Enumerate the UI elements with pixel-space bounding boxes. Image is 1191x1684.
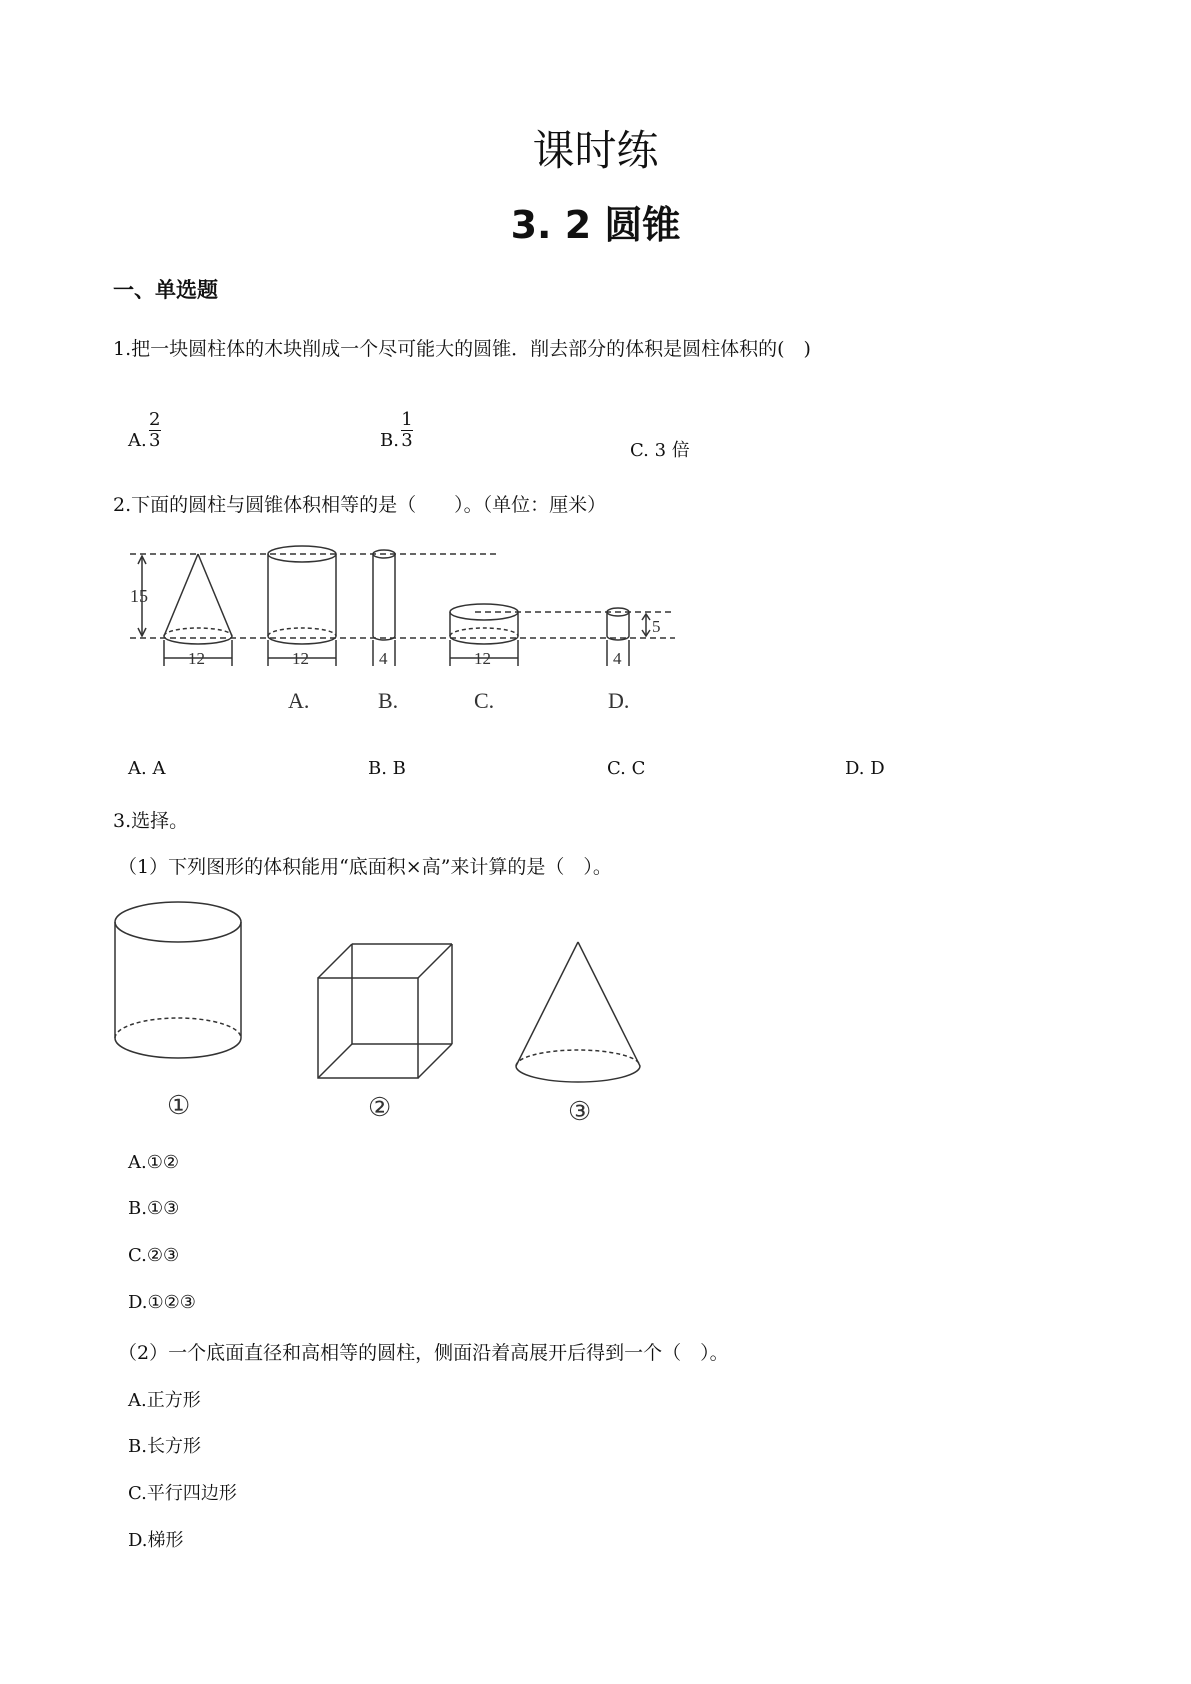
q2-figure	[130, 536, 690, 726]
cone-shape	[516, 942, 640, 1082]
cylinder-a-shape	[268, 546, 336, 644]
fraction	[401, 410, 413, 451]
cylinder-d-shape	[607, 608, 629, 640]
cylinder-b-diameter: 4	[379, 649, 388, 668]
fraction-numerator: 2	[149, 408, 161, 430]
fraction-denominator: 3	[149, 429, 161, 451]
fraction-denominator: 3	[401, 429, 413, 451]
cylinder-b-shape	[373, 550, 395, 640]
cylinder-c-diameter: 12	[474, 649, 491, 668]
figure-label-b: B.	[378, 688, 399, 713]
shape-label-2: ②	[368, 1093, 392, 1122]
q3-1-option-b[interactable]: B.①③	[128, 1198, 180, 1219]
page-title: 课时练	[532, 126, 659, 175]
cube-shape	[318, 944, 452, 1078]
figure-label-c: C.	[474, 688, 495, 713]
q2-option-a[interactable]: A. A	[128, 758, 166, 779]
cone-diameter: 12	[188, 649, 205, 668]
q3-2-option-d[interactable]: D.梯形	[128, 1530, 184, 1551]
q3-1-option-d[interactable]: D.①②③	[128, 1292, 196, 1313]
q1-option-b[interactable]	[380, 408, 413, 451]
cylinder-shape	[115, 902, 241, 1058]
q1-option-a-prefix: A.	[128, 430, 147, 451]
q1-option-c[interactable]: C. 3 倍	[630, 440, 690, 461]
question-1-text: 1.把一块圆柱体的木块削成一个尽可能大的圆锥．削去部分的体积是圆柱体积的( )	[113, 338, 811, 360]
q3-2-option-a[interactable]: A.正方形	[128, 1390, 201, 1411]
question-3-sub1: （1）下列图形的体积能用“底面积×高”来计算的是（ ）。	[118, 856, 612, 878]
question-2-text: 2.下面的圆柱与圆锥体积相等的是（ ）。（单位：厘米）	[113, 494, 607, 516]
shape-label-1: ①	[167, 1091, 191, 1120]
page-subtitle: 3. 2 圆锥	[510, 203, 681, 247]
cylinder-a-diameter: 12	[292, 649, 309, 668]
figure-label-a: A.	[288, 688, 310, 713]
cone-shape	[164, 554, 232, 644]
q3-2-option-b[interactable]: B.长方形	[128, 1436, 201, 1457]
q1-option-b-prefix: B.	[380, 430, 399, 451]
question-3-sub2: （2）一个底面直径和高相等的圆柱，侧面沿着高展开后得到一个（ ）。	[118, 1342, 729, 1364]
shape-label-3: ③	[568, 1097, 592, 1126]
q3-2-option-c[interactable]: C.平行四边形	[128, 1483, 237, 1504]
fraction-numerator: 1	[401, 408, 413, 430]
q3-1-option-a[interactable]: A.①②	[128, 1152, 179, 1173]
q3-1-option-c[interactable]: C.②③	[128, 1245, 180, 1266]
fraction	[149, 410, 161, 451]
q3-shapes-figure	[112, 896, 652, 1136]
height-label: 15	[130, 586, 148, 606]
cylinder-d-height: 5	[652, 617, 661, 636]
q1-option-a[interactable]	[128, 408, 161, 451]
section-heading: 一、单选题	[113, 278, 218, 302]
cylinder-d-diameter: 4	[613, 649, 622, 668]
question-3-text: 3.选择。	[113, 810, 189, 832]
q2-option-d[interactable]: D. D	[845, 758, 885, 779]
q2-option-c[interactable]: C. C	[607, 758, 646, 779]
q2-option-b[interactable]: B. B	[368, 758, 406, 779]
figure-label-d: D.	[608, 688, 630, 713]
